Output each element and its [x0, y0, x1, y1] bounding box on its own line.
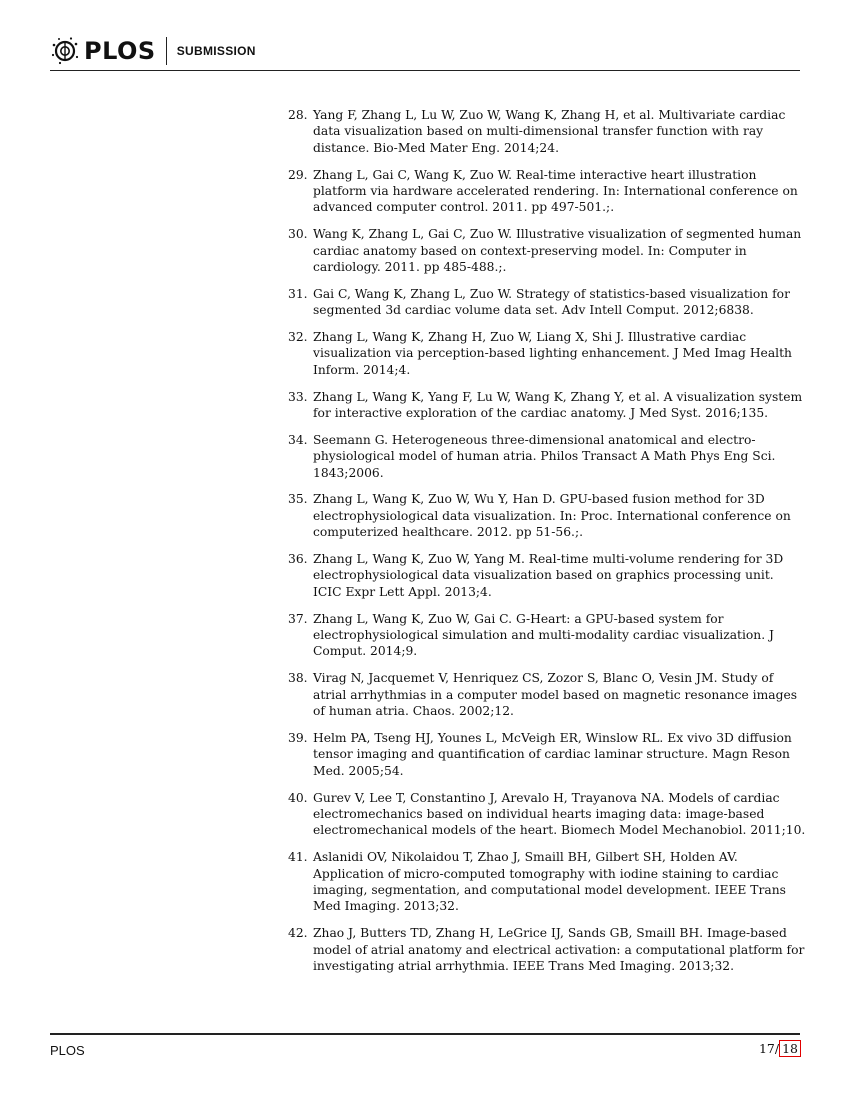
reference-item: [288, 551, 806, 600]
reference-number: 31.: [288, 286, 308, 301]
reference-text: Gurev V, Lee T, Constantino J, Arevalo H, Trayanova NA. Models of cardiac electromechanics based on individual hearts imaging data: image-based electromechanical models of the heart. Biomech Model Mechanobiol. 2011;10.: [313, 790, 806, 838]
reference-item: [288, 790, 806, 839]
reference-number: 30.: [288, 227, 308, 242]
reference-text: Zhao J, Butters TD, Zhang H, LeGrice IJ, Sands GB, Smaill BH. Image-based model of atrial anatomy and electrical activation: a computational platform for investigating atrial arrhythmia. IEEE Trans Med Imaging. 2013;32.: [313, 926, 805, 973]
reference-number: 37.: [288, 611, 308, 626]
reference-item: [288, 670, 806, 719]
reference-item: [288, 849, 806, 915]
reference-number: 36.: [288, 552, 308, 567]
reference-text: Aslanidi OV, Nikolaidou T, Zhao J, Smaill BH, Gilbert SH, Holden AV. Application of micro-computed tomography with iodine staining to cardiac imaging, segmentation, and computational model development. IEEE Trans Med Imaging. 2013;32.: [313, 850, 786, 914]
reference-number: 39.: [288, 730, 308, 745]
page-header: [50, 33, 800, 69]
reference-item: [288, 925, 806, 974]
page-total-link[interactable]: 18: [779, 1040, 801, 1057]
reference-number: 32.: [288, 330, 308, 345]
reference-text: Gai C, Wang K, Zhang L, Zuo W. Strategy of statistics-based visualization for segmented 3d cardiac volume data set. Adv Intell Comput. 2012;6838.: [313, 286, 790, 318]
header-divider: [166, 37, 167, 65]
reference-text: Zhang L, Wang K, Zuo W, Yang M. Real-time multi-volume rendering for 3D electrophysiological data visualization based on graphics processing unit. ICIC Expr Lett Appl. 2013;4.: [313, 552, 784, 599]
reference-text: Zhang L, Gai C, Wang K, Zuo W. Real-time interactive heart illustration platform via hardware accelerated rendering. In: International conference on advanced computer control. 2011. pp 497-501.;.: [313, 167, 798, 215]
reference-number: 28.: [288, 108, 308, 122]
reference-number: 35.: [288, 492, 308, 507]
page-number: [759, 1041, 801, 1056]
reference-text: Wang K, Zhang L, Gai C, Zuo W. Illustrative visualization of segmented human cardiac anatomy based on context-preserving model. In: Computer in cardiology. 2011. pp 485-488.;.: [313, 227, 802, 275]
reference-number: 34.: [288, 432, 308, 447]
reference-number: 38.: [288, 671, 308, 686]
reference-text: Zhang L, Wang K, Zuo W, Wu Y, Han D. GPU-based fusion method for 3D electrophysiological data visualization. In: Proc. International conference on computerized healthcare. 2012. pp 51-56.;.: [313, 492, 791, 540]
reference-text: Yang F, Zhang L, Lu W, Zuo W, Wang K, Zhang H, et al. Multivariate cardiac data visualization based on multi-dimensional transfer function with ray distance. Bio-Med Mater Eng. 2014;24.: [313, 108, 786, 155]
page-current: 17: [758, 1041, 775, 1056]
reference-list: [288, 107, 806, 985]
reference-text: Virag N, Jacquemet V, Henriquez CS, Zozor S, Blanc O, Vesin JM. Study of atrial arrhythmias in a computer model based on magnetic resonance images of human atria. Chaos. 2002;12.: [313, 671, 798, 719]
reference-item: [288, 730, 806, 779]
reference-item: [288, 226, 806, 275]
reference-item: [288, 491, 806, 540]
reference-item: [288, 167, 806, 216]
reference-text: Zhang L, Wang K, Yang F, Lu W, Wang K, Zhang Y, et al. A visualization system for interactive exploration of the cardiac anatomy. J Med Syst. 2016;135.: [313, 389, 803, 421]
footer-rule: [50, 1033, 800, 1035]
page-separator: /: [774, 1041, 780, 1056]
reference-text: Helm PA, Tseng HJ, Younes L, McVeigh ER, Winslow RL. Ex vivo 3D diffusion tensor imaging and quantification of cardiac laminar structure. Magn Reson Med. 2005;54.: [313, 730, 792, 778]
reference-item: [288, 107, 806, 156]
footer-journal: PLOS: [50, 1043, 85, 1058]
reference-item: [288, 329, 806, 378]
reference-number: 42.: [288, 926, 308, 941]
reference-number: 41.: [288, 850, 308, 865]
reference-number: 40.: [288, 790, 308, 805]
reference-text: Zhang L, Wang K, Zhang H, Zuo W, Liang X, Shi J. Illustrative cardiac visualization via perception-based lighting enhancement. J Med Imag Health Inform. 2014;4.: [313, 330, 792, 377]
plos-logo-text: PLOS: [84, 37, 156, 65]
reference-item: [288, 611, 806, 660]
reference-item: [288, 389, 806, 422]
reference-text: Seemann G. Heterogeneous three-dimensional anatomical and electro-physiological model of human atria. Philos Transact A Math Phys Eng Sci. 1843;2006.: [313, 432, 776, 480]
header-rule: [50, 70, 800, 71]
header-section-label: SUBMISSION: [176, 44, 256, 58]
reference-number: 29.: [288, 167, 308, 182]
plos-logo-icon: [50, 36, 80, 66]
reference-item: [288, 286, 806, 319]
reference-number: 33.: [288, 389, 308, 404]
reference-item: [288, 432, 806, 481]
reference-text: Zhang L, Wang K, Zuo W, Gai C. G-Heart: a GPU-based system for electrophysiological simulation and multi-modality cardiac visualization. J Comput. 2014;9.: [313, 611, 774, 659]
